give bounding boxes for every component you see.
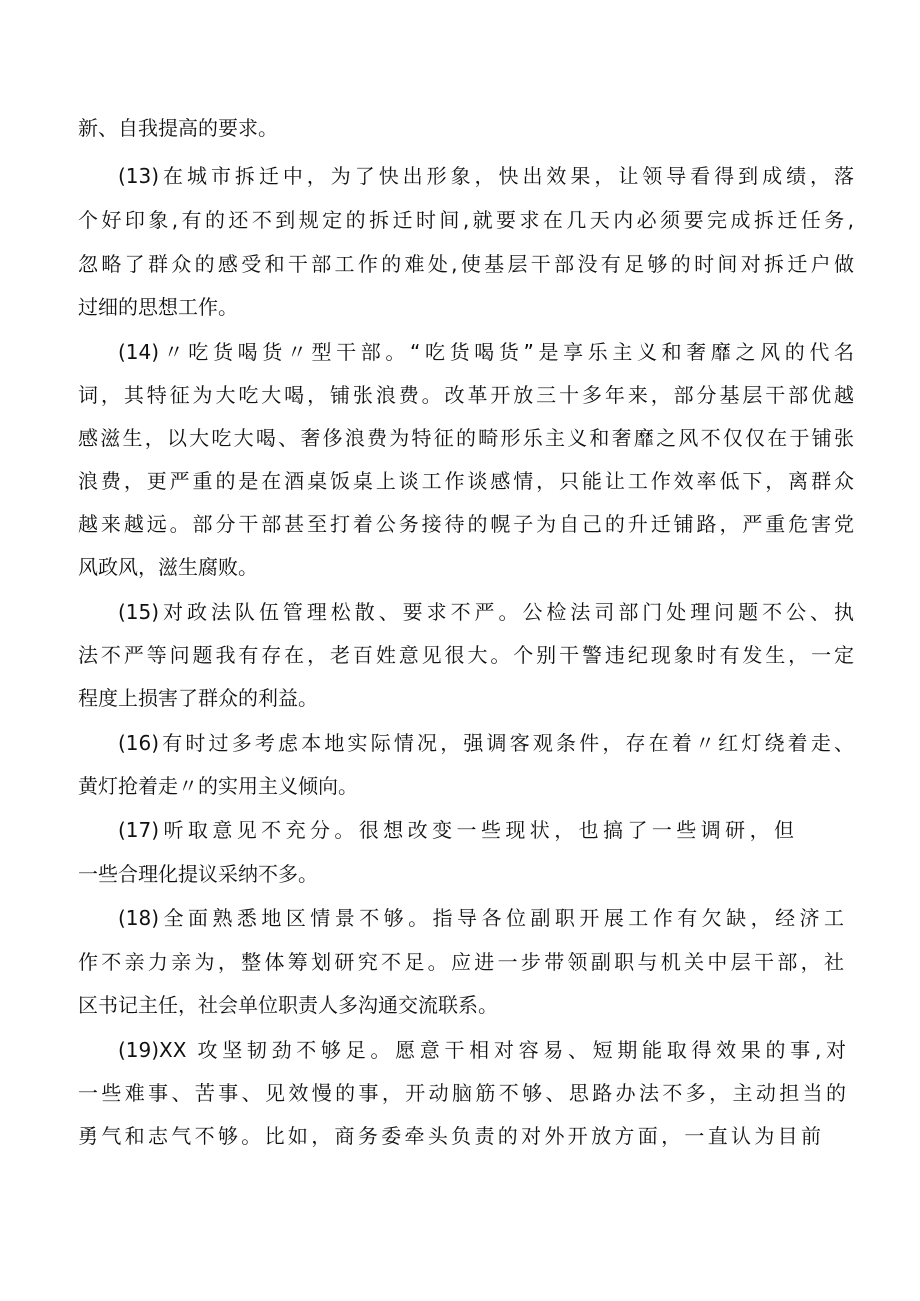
text-line: 词，其特征为大吃大喝，铺张浪费。改革开放三十多年来，部分基层干部优越 — [78, 383, 854, 407]
text-line: 新、自我提高的要求。 — [78, 116, 278, 140]
text-line: 浪费，更严重的是在酒桌饭桌上谈工作谈感情，只能让工作效率低下，离群众 — [78, 469, 854, 493]
paragraph-13-line-1: (13)在城市拆迁中，为了快出形象，快出效果，让领导看得到成绩，落 — [118, 164, 854, 188]
text-line: 忽略了群众的感受和干部工作的难处,使基层干部没有足够的时间对拆迁户做 — [78, 252, 854, 276]
text-line: 勇气和志气不够。比如，商务委牵头负责的对外开放方面，一直认为目前 — [78, 1124, 821, 1148]
text-line: 一些难事、苦事、见效慢的事，开动脑筋不够、思路办法不多，主动担当的 — [78, 1081, 846, 1105]
paragraph-14-line-1: (14)〃吃货喝货〃型干部。“吃货喝货”是享乐主义和奢靡之风的代名 — [118, 340, 854, 364]
text-line: 程度上损害了群众的利益。 — [78, 686, 318, 710]
text-line: 作不亲力亲为，整体筹划研究不足。应进一步带领副职与机关中层干部，社 — [78, 950, 844, 974]
text-line: 法不严等问题我有存在，老百姓意见很大。个别干警违纪现象时有发生，一定 — [78, 643, 854, 667]
paragraph-16-line-1: (16)有时过多考虑本地实际情况，强调客观条件，存在着〃红灯绕着走、 — [118, 731, 854, 755]
paragraph-18-line-1: (18)全面熟悉地区情景不够。指导各位副职开展工作有欠缺，经济工 — [118, 906, 844, 930]
text-line: 感滋生，以大吃大喝、奢侈浪费为特征的畸形乐主义和奢靡之风不仅仅在于铺张 — [78, 426, 854, 450]
text-line: 一些合理化提议采纳不多。 — [78, 862, 318, 886]
text-line: 越来越远。部分干部甚至打着公务接待的幌子为自己的升迁铺路，严重危害党 — [78, 512, 854, 536]
text-line: 区书记主任，社会单位职责人多沟通交流联系。 — [78, 993, 498, 1017]
text-line: 黄灯抢着走〃的实用主义倾向。 — [78, 774, 358, 798]
paragraph-17-line-1: (17)听取意见不充分。很想改变一些现状，也搞了一些调研，但 — [118, 818, 794, 842]
text-line: 过细的思想工作。 — [78, 295, 238, 319]
paragraph-19-line-1: (19)XX 攻坚韧劲不够足。愿意干相对容易、短期能取得效果的事,对 — [118, 1038, 846, 1062]
text-line: 风政风，滋生腐败。 — [78, 555, 258, 579]
text-line: 个好印象,有的还不到规定的拆迁时间,就要求在几天内必须要完成拆迁任务, — [78, 208, 854, 232]
paragraph-15-line-1: (15)对政法队伍管理松散、要求不严。公检法司部门处理问题不公、执 — [118, 600, 854, 624]
